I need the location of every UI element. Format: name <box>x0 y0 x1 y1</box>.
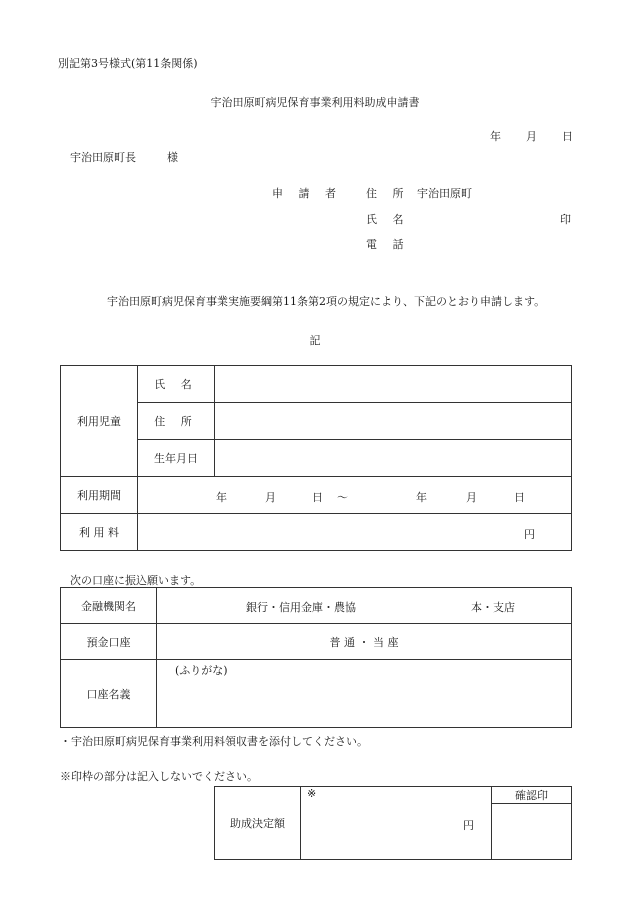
decision-table <box>214 786 572 860</box>
application-statement: 宇治田原町病児保育事業実施要綱第11条第2項の規定により、下記のとおり申請します。 <box>107 295 546 308</box>
usage-period-field[interactable] <box>138 477 572 514</box>
applicant-address-value[interactable]: 宇治田原町 <box>417 187 472 200</box>
fee-field[interactable] <box>138 514 572 551</box>
deposit-types[interactable]: 普 通 ・ 当 座 <box>157 624 572 660</box>
holder-field[interactable] <box>157 660 572 728</box>
receipt-note: ・宇治田原町病児保育事業利用料領収書を添付してください。 <box>60 735 368 748</box>
period-year-end: 年 <box>416 491 427 504</box>
applicant-label: 申 請 者 <box>272 187 342 200</box>
child-group-label: 利用児童 <box>61 366 138 477</box>
period-month-end: 月 <box>466 491 477 504</box>
transfer-note: 次の口座に振込願います。 <box>70 574 202 587</box>
date-month[interactable]: 月 <box>526 130 537 143</box>
deposit-label: 預金口座 <box>61 624 157 660</box>
branch-types: 本・支店 <box>471 601 515 614</box>
institution-types: 銀行・信用金庫・農協 <box>246 601 356 614</box>
ki-heading: 記 <box>309 334 321 347</box>
decision-unit: 円 <box>463 819 474 832</box>
period-year: 年 <box>216 491 227 504</box>
official-use-mark: ※ <box>307 787 317 800</box>
addressee-honorific: 様 <box>167 151 178 164</box>
applicant-phone-label: 電 話 <box>366 238 410 251</box>
date-year[interactable]: 年 <box>490 130 501 143</box>
period-tilde: ～ <box>337 491 348 504</box>
furigana-label: (ふりがな) <box>175 664 228 677</box>
child-usage-table <box>60 365 572 551</box>
period-day-end: 日 <box>514 491 525 504</box>
date-day[interactable]: 日 <box>562 130 573 143</box>
bank-account-table <box>60 587 572 728</box>
institution-label: 金融機関名 <box>61 588 157 624</box>
seal-note: ※印枠の部分は記入しないでください。 <box>60 770 258 783</box>
decision-amount-field <box>301 787 492 860</box>
period-day: 日 <box>312 491 323 504</box>
child-name-label: 氏 名 <box>138 366 215 403</box>
fee-unit: 円 <box>524 528 535 541</box>
holder-label: 口座名義 <box>61 660 157 728</box>
addressee-name: 宇治田原町長 <box>70 151 136 164</box>
applicant-name-label: 氏 名 <box>366 213 410 226</box>
seal-mark: 印 <box>560 213 571 226</box>
fee-label: 利 用 料 <box>61 514 138 551</box>
child-name-field[interactable] <box>215 366 572 403</box>
child-address-field[interactable] <box>215 403 572 440</box>
confirm-seal-label: 確認印 <box>492 787 572 804</box>
confirm-seal-box <box>492 804 572 860</box>
usage-period-label: 利用期間 <box>61 477 138 514</box>
document-title: 宇治田原町病児保育事業利用料助成申請書 <box>210 96 420 109</box>
child-dob-field[interactable] <box>215 440 572 477</box>
institution-field[interactable] <box>157 588 572 624</box>
child-dob-label: 生年月日 <box>138 440 215 477</box>
form-reference: 別記第3号様式(第11条関係) <box>58 57 198 70</box>
applicant-address-label: 住 所 <box>366 187 410 200</box>
decision-label: 助成決定額 <box>215 787 301 860</box>
child-address-label: 住 所 <box>138 403 215 440</box>
period-month: 月 <box>265 491 276 504</box>
